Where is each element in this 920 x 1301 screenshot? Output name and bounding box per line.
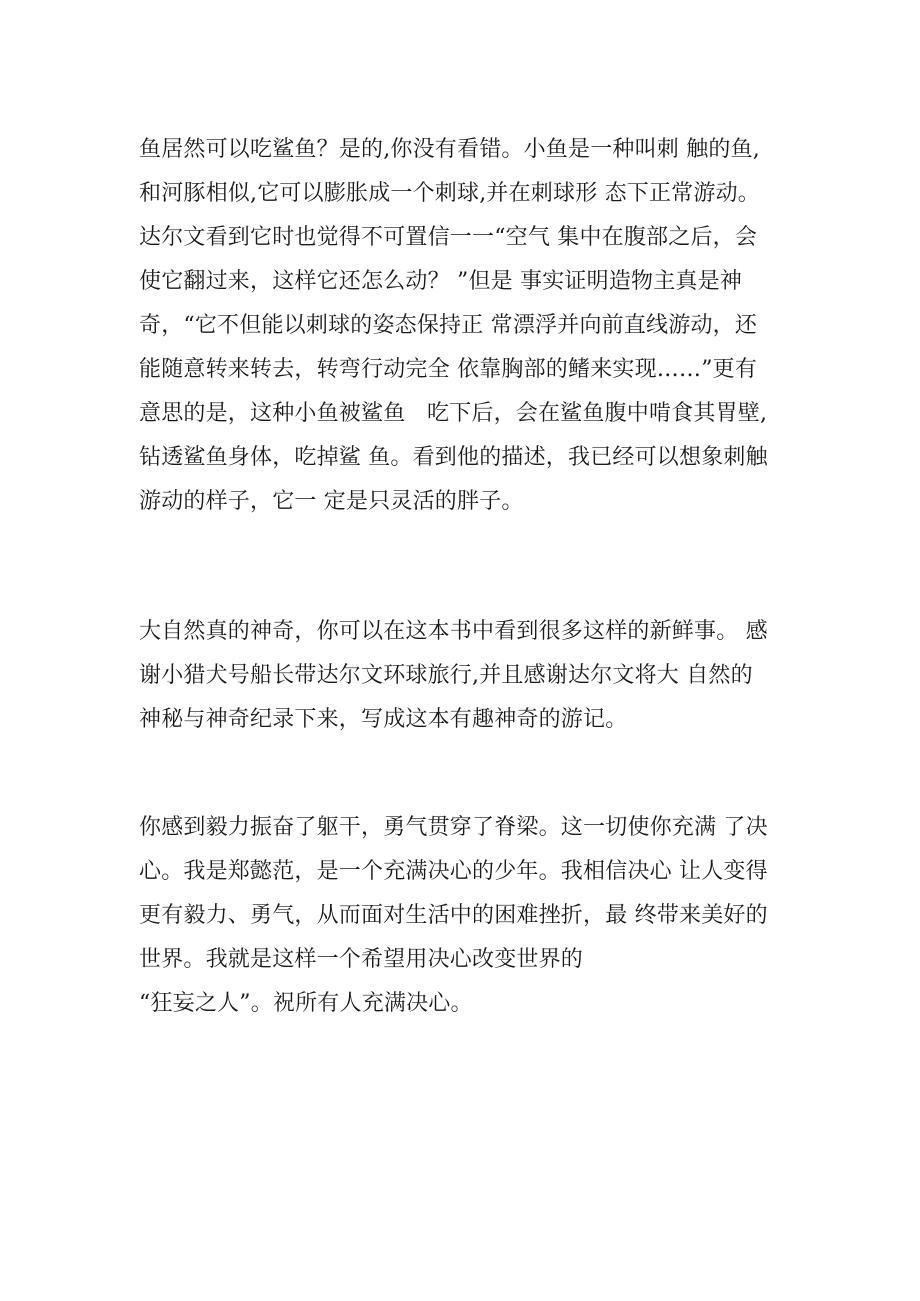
text-line: 能随意转来转去，转弯行动完全 依靠胸部的鳍来实现……”更有 [139,357,758,382]
text-line: 心。我是郑懿范，是一个充满决心的少年。我相信决心 让人变得 [139,859,768,884]
text-line: 游动的样子，它一 定是只灵活的胖子。 [139,489,524,514]
text-line: 谢小猎犬号船长带达尔文环球旅行,并且感谢达尔文将大 自然的 [139,663,753,688]
text-line: “狂妄之人”。祝所有人充满决心。 [139,991,473,1016]
paragraph-nature [139,610,819,742]
text-line: 你感到毅力振奋了躯干，勇气贯穿了脊梁。这一切使你充满 了决 [139,815,768,840]
text-line: 世界。我就是这样一个希望用决心改变世界的 [139,947,584,972]
text-line: 和河豚相似,它可以膨胀成一个刺球,并在刺球形 态下正常游动。 [139,181,760,206]
text-line: 意思的是，这种小鱼被鲨鱼 吃下后，会在鲨鱼腹中啃食其胃壁, [139,401,768,426]
paragraph-determination [139,806,819,1026]
text-line: 鱼居然可以吃鲨鱼？是的,你没有看错。小鱼是一种叫刺 触的鱼, [139,137,760,162]
paragraph-pufferfish [139,128,819,524]
text-line: 大自然真的神奇，你可以在这本书中看到很多这样的新鲜事。 感 [139,619,768,644]
text-line: 奇，“它不但能以刺球的姿态保持正 常漂浮并向前直线游动，还 [139,313,758,338]
text-line: 达尔文看到它时也觉得不可置信一一“空气 集中在腹部之后，会 [139,225,758,250]
text-line: 更有毅力、勇气，从而面对生活中的困难挫折，最 终带来美好的 [139,903,768,928]
text-line: 神秘与神奇纪录下来，写成这本有趣神奇的游记。 [139,707,628,732]
text-line: 钻透鲨鱼身体，吃掉鲨 鱼。看到他的描述，我已经可以想象刺触 [139,445,768,470]
text-line: 使它翻过来，这样它还怎么动？ ”但是 事实证明造物主真是神 [139,269,743,294]
